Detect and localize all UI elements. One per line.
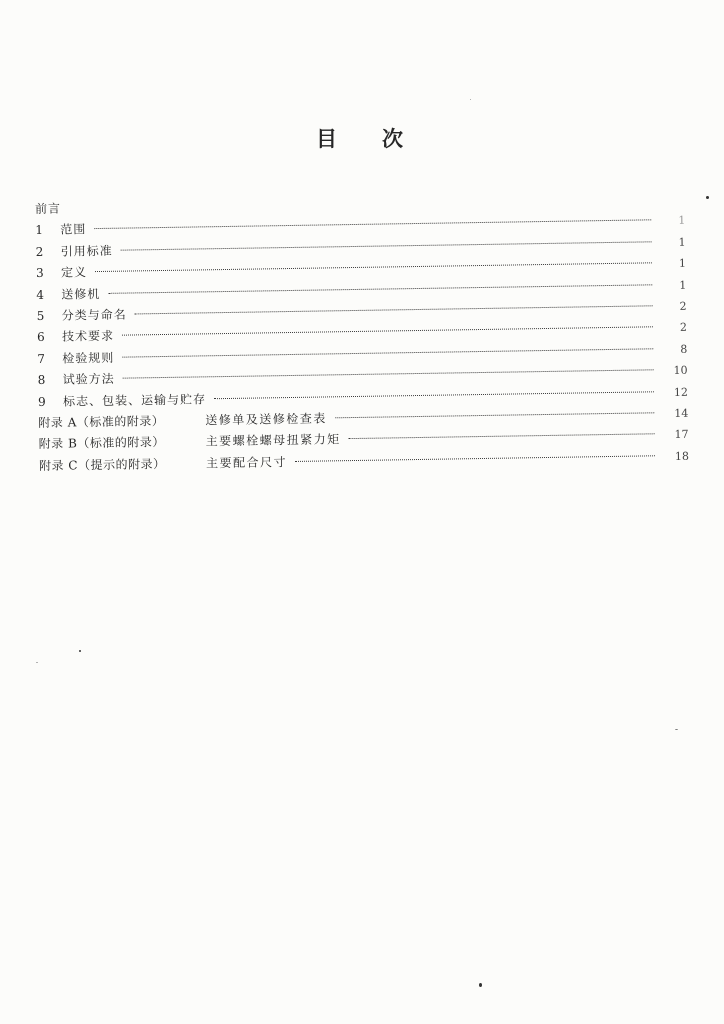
- toc-number: 4: [36, 287, 45, 302]
- toc-label: 标志、包装、运输与贮存: [62, 391, 207, 409]
- toc-number: 6: [36, 330, 45, 345]
- toc-number: 9: [37, 394, 46, 409]
- dot-leader: [122, 327, 653, 336]
- toc-page-number: 1: [679, 278, 687, 292]
- toc-page-number: 17: [674, 428, 689, 442]
- appendix-title: 主要配合尺寸: [205, 454, 288, 471]
- page-title: 目 次: [316, 126, 415, 151]
- dot-leader: [135, 305, 653, 314]
- appendix-title: 主要螺栓螺母扭紧力矩: [205, 432, 341, 449]
- toc-page-number: 12: [673, 385, 689, 399]
- toc-number: 1: [35, 223, 44, 238]
- table-of-contents: [35, 189, 689, 477]
- toc-page-number: 8: [680, 342, 688, 356]
- toc-page-number: 1: [678, 235, 686, 249]
- toc-page-number: 2: [679, 321, 688, 335]
- toc-label: 检验规则: [62, 350, 115, 366]
- dot-leader: [214, 391, 654, 399]
- toc-label: 技术要求: [61, 329, 115, 344]
- toc-number: 3: [35, 266, 44, 281]
- toc-label: 分类与命名: [61, 307, 127, 323]
- toc-page-number: 1: [678, 214, 686, 228]
- dot-leader: [349, 434, 655, 440]
- toc-page-number: 14: [674, 406, 689, 420]
- dot-leader: [108, 284, 652, 294]
- dot-leader: [335, 412, 654, 418]
- scan-speck: [479, 983, 482, 987]
- toc-number: 7: [37, 351, 46, 366]
- dot-leader: [94, 220, 651, 230]
- scan-speck: [470, 99, 471, 100]
- dot-leader: [122, 348, 653, 357]
- dot-leader: [95, 262, 652, 272]
- scan-speck: [706, 196, 709, 199]
- toc-label: 送修机: [61, 286, 101, 302]
- scan-speck: [79, 650, 81, 652]
- toc-page-number: 2: [679, 299, 687, 313]
- appendix-label: 附录 B（标准的附录）: [38, 435, 165, 452]
- dot-leader: [123, 369, 654, 378]
- dot-leader: [121, 241, 652, 250]
- toc-number: 8: [37, 372, 46, 388]
- appendix-label: 附录 A（标准的附录）: [38, 413, 165, 430]
- toc-page-number: 1: [678, 256, 687, 271]
- toc-page-number: 18: [674, 449, 690, 463]
- scan-speck: [36, 662, 38, 663]
- toc-label: 试验方法: [62, 371, 115, 387]
- scan-speck: [675, 729, 678, 730]
- toc-page-number: 10: [673, 363, 688, 378]
- appendix-label: 附录 C（提示的附录）: [38, 456, 166, 473]
- toc-number: 5: [36, 308, 45, 323]
- toc-label: 定义: [60, 265, 88, 280]
- toc-preface-label: 前言: [34, 201, 62, 216]
- toc-label: 引用标准: [60, 243, 113, 259]
- appendix-title: 送修单及送修检查表: [205, 411, 327, 428]
- toc-number: 2: [35, 244, 44, 259]
- toc-label: 范围: [60, 222, 87, 237]
- dot-leader: [295, 455, 655, 462]
